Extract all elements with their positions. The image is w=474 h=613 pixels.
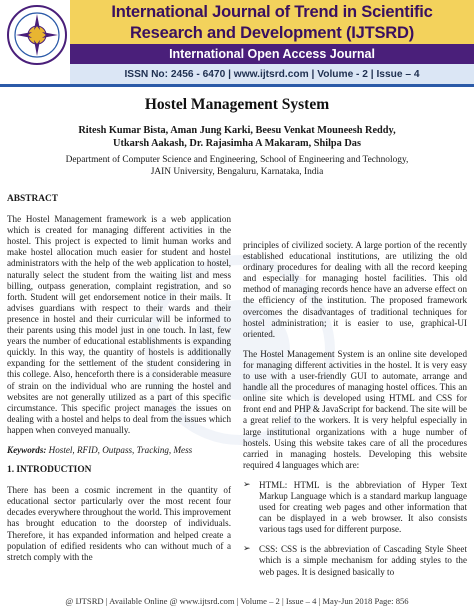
abstract-text: The Hostel Management framework is a web application which is created for managing different activities in the hostel. This project is expected to limit human works and make hostel allocation much easier for student and hostel administrators with the help of the web application to hostel, naturally select the student from the waiting list and mess billing, outpass generation, complaint registration, and so forth. Student will get endorsement notice in their mails. It advises guardians with respect to their wards and their presence in hostel and their curricular will be informed to their parents using this model just in one touch. In last, few years the number of educational establishments is expanding quickly. In this way, the quantity of hostels is additionally expanding for the settlement of the student considering in this college. Also, henceforth there is a considerable measure of strain on the individual who are running the hostel and websites are not generally utilized as a part of this specific circumstance. This specific project manages the issues on dealing with a hostel and helps to deal from the issues which happen when conveyed manually. — [7, 214, 231, 435]
list-item — [243, 480, 467, 535]
paper-title: Hostel Management System — [144, 96, 330, 113]
bullet-html-text: HTML: HTML is the abbreviation of Hyper Text Markup Language which is a standard markup language used for creating web pages and other information that can be displayed in a web browser. It also consists various tags used for different purpose. — [259, 479, 467, 535]
bullet-css-text: CSS: CSS is the abbreviation of Cascading Style Sheet which is a simple mechanism for adding styles to the web pages. It is designed basically to — [259, 544, 467, 577]
keywords — [7, 445, 231, 456]
affiliation-line1: Department of Computer Science and Engineering, School of Engineering and Technology, — [65, 155, 409, 165]
page-footer: @ IJTSRD | Available Online @ www.ijtsrd.com | Volume – 2 | Issue – 4 | May-Jun 2018 Page: 856 — [65, 596, 409, 606]
abstract-heading: ABSTRACT — [7, 194, 59, 204]
introduction-text: There has been a cosmic increment in the quantity of educational sector particularly over the most recent four decades everywhere throughout the world. This improvement has brought education to the doorstep of individuals. Therefore, it has expanded information and helped create a population of edified residents who can without much of a stretch comply with the — [7, 485, 231, 562]
list-item — [243, 544, 467, 577]
journal-open-access: International Open Access Journal — [169, 47, 375, 61]
right-para-2: The Hostel Management System is an online site developed for managing different activities in the hostel. It is very easy to use with a user-friendly GUI to automate, arrange and handle all the procedures of managing hostel offices. This an online site which is developed using HTML and CSS for front end and PHP & JavaScript for backend. The site will be a great relief to the workers. It is very helpful especially in large institutional organizations with a huge number of hostels. Using this website takes care of all the procedures carried in managing hostels. Developing this website required 4 languages which are: — [243, 348, 467, 470]
keywords-text: Hostel, RFID, Outpass, Tracking, Mess — [46, 444, 193, 455]
paper-affiliation — [20, 154, 454, 178]
right-column — [243, 240, 467, 578]
issn-bar: ISSN No: 2456 - 6470 | www.ijtsrd.com | Volume - 2 | Issue – 4 — [124, 69, 420, 80]
right-para-1: principles of civilized society. A large portion of the recently established educational institutions, are utilizing the old ordinary procedures for dealing with all the record keeping and especially for managing hostel facilities. This old method of managing records hence have an adverse effect on the efficiency of the institution. The proposed framework overcomes the disadvantages of traditional techniques for hostel administration; it is easier to use, graphical-UI oriented. — [243, 240, 467, 339]
paper-authors — [20, 124, 454, 150]
journal-title-line1: International Journal of Trend in Scientific — [111, 3, 433, 21]
arrow-bullet-icon: ➢ — [243, 544, 251, 555]
left-column — [7, 194, 231, 563]
arrow-bullet-icon: ➢ — [243, 479, 251, 490]
keywords-label: Keywords: — [7, 444, 47, 455]
ijtsrd-logo-icon — [6, 4, 68, 66]
journal-title-line2: Research and Development (IJTSRD) — [129, 24, 415, 42]
authors-line2: Utkarsh Aakash, Dr. Rajasimha A Makaram, Shilpa Das — [113, 138, 361, 149]
introduction-heading: 1. INTRODUCTION — [7, 465, 92, 476]
authors-line1: Ritesh Kumar Bista, Aman Jung Karki, Beesu Venkat Mouneesh Reddy, — [78, 125, 396, 136]
affiliation-line2: JAIN University, Bengaluru, Karnataka, India — [150, 167, 324, 177]
journal-banner — [0, 0, 474, 88]
